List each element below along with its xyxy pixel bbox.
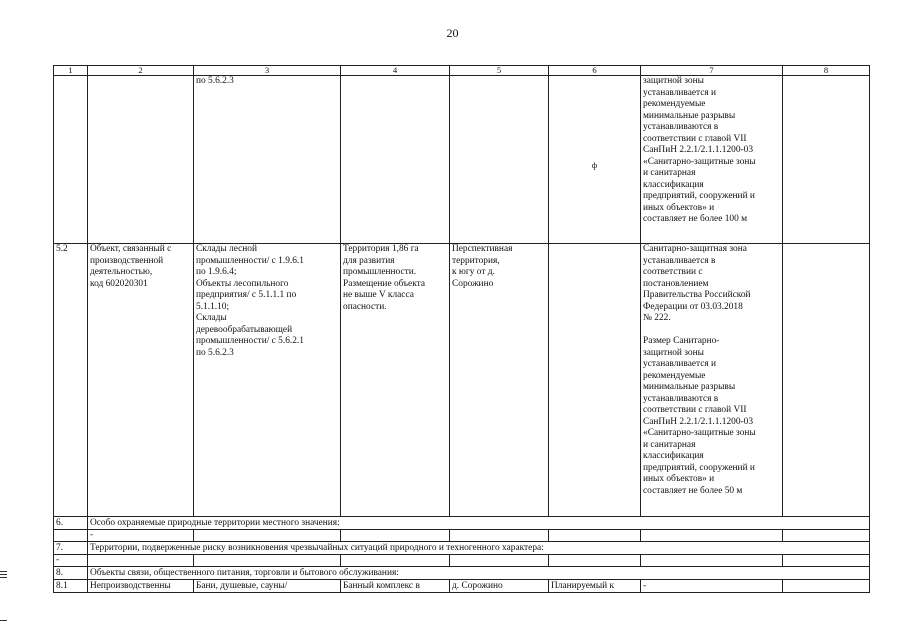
section-title: Особо охраняемые природные территории местного значения: (88, 517, 870, 530)
cell-location: Перспективная территория, к югу от д. Сорожино (450, 244, 549, 517)
cell-location: д. Сорожино (450, 580, 549, 593)
section-number: 7. (54, 542, 88, 555)
col-number: 2 (88, 66, 194, 76)
cell-object-type: Объект, связанный с производственной деятельностью, код 602020301 (88, 244, 194, 517)
cell (549, 244, 641, 517)
cell (54, 76, 88, 244)
table-row-empty (54, 530, 870, 542)
cell (54, 530, 88, 542)
cell-characteristics: Территория 1,86 га для развития промышленности. Размещение объекта не выше V класса опасности. (341, 244, 450, 517)
cell (641, 530, 783, 542)
scan-margin-mark (0, 620, 7, 621)
table-row-continuation (54, 76, 870, 244)
cell: защитной зоны устанавливается и рекомендуемые минимальные разрывы устанавливаются в соответствии с главой VII СанПиН 2.2.1/2.1.1.1200-03 «Санитарно-защитные зоны и санитарная классификация предприятий, сооружений и иных объектов» и составляет не более 100 м (641, 76, 783, 244)
cell (783, 580, 870, 593)
section-row-6 (54, 517, 870, 530)
cell (341, 555, 450, 567)
cell (549, 555, 641, 567)
cell-zone: - (641, 580, 783, 593)
cell (641, 555, 783, 567)
cell (783, 555, 870, 567)
cell (194, 530, 341, 542)
cell (549, 76, 641, 244)
section-number: 8. (54, 567, 88, 580)
cell-number: 5.2 (54, 244, 88, 517)
table-row-empty (54, 555, 870, 567)
cell-object-type: Непроизводственны (88, 580, 194, 593)
section-number: 6. (54, 517, 88, 530)
cell (88, 76, 194, 244)
scan-margin-mark (0, 577, 7, 578)
section-row-7 (54, 542, 870, 555)
column-number-row (54, 66, 870, 76)
col-number: 8 (783, 66, 870, 76)
table-row-5-2 (54, 244, 870, 517)
cell-status: Планируемый к (549, 580, 641, 593)
col-number: 3 (194, 66, 341, 76)
planning-table (53, 65, 870, 593)
col-number: 5 (450, 66, 549, 76)
table-row-8-1 (54, 580, 870, 593)
cell-characteristics: Банный комплекс в (341, 580, 450, 593)
scan-margin-mark (0, 571, 7, 572)
cell: - (88, 530, 194, 542)
col-number: 6 (549, 66, 641, 76)
cell (783, 76, 870, 244)
section-row-8 (54, 567, 870, 580)
cell (194, 555, 341, 567)
cell: - (54, 555, 88, 567)
cell-object-kind: Склады лесной промышленности/ с 1.9.6.1 по 1.9.6.4; Объекты лесопильного предприятия/ с 5.1.1.1 по 5.1.1.10; Склады деревообрабатывающей промышленности/ с 5.6.2.1 по 5.6.2.3 (194, 244, 341, 517)
scan-margin-mark (0, 574, 7, 575)
cell (450, 555, 549, 567)
cell-number: 8.1 (54, 580, 88, 593)
cell-zone: Санитарно-защитная зона устанавливается в соответствии с постановлением Правительства Российской Федерации от 03.03.2018 № 222. Размер Санитарно- защитной зоны устанавливается и рекомендуемые минимальные разрывы устанавливаются в соответствии с главой VII СанПиН 2.2.1/2.1.1.1200-03 «Санитарно-защитные зоны и санитарная классификация предприятий, сооружений и иных объектов» и составляет не более 50 м (641, 244, 783, 517)
cell (450, 530, 549, 542)
cell (450, 76, 549, 244)
section-title: Территории, подверженные риску возникновения чрезвычайных ситуаций природного и техногенного характера: (88, 542, 870, 555)
cell-object-kind: Бани, душевые, сауны/ (194, 580, 341, 593)
section-title: Объекты связи, общественного питания, торговли и бытового обслуживания: (88, 567, 870, 580)
cell (783, 530, 870, 542)
scan-mark: ф (591, 161, 598, 170)
cell (783, 244, 870, 517)
cell (549, 530, 641, 542)
cell (341, 76, 450, 244)
page-number: 20 (446, 26, 459, 40)
col-number: 1 (54, 66, 88, 76)
cell (341, 530, 450, 542)
cell (88, 555, 194, 567)
cell: по 5.6.2.3 (194, 76, 341, 244)
col-number: 4 (341, 66, 450, 76)
col-number: 7 (641, 66, 783, 76)
